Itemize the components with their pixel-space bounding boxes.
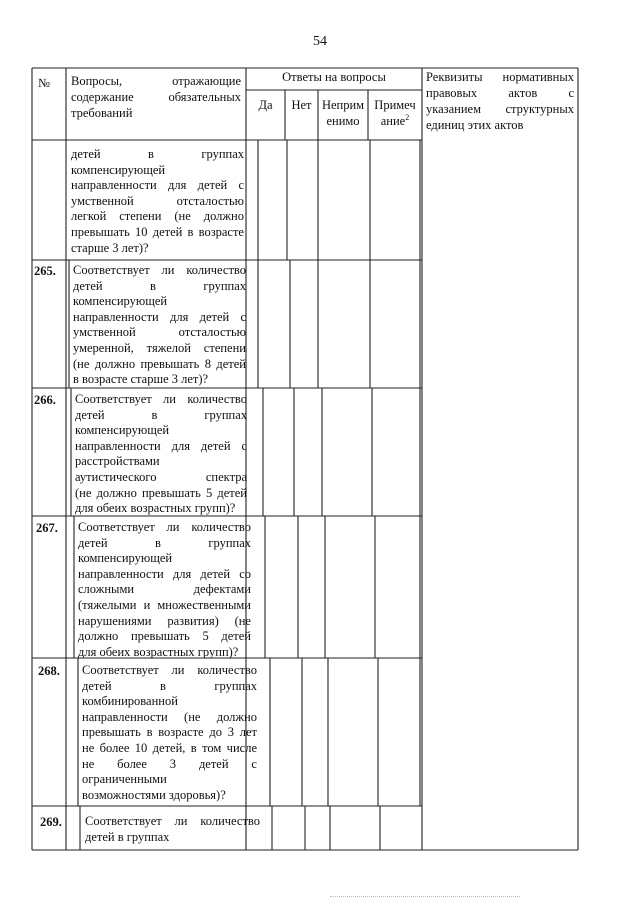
question-header-line: требований: [71, 106, 133, 120]
question-text-line: не более 10 детей, в том числе: [82, 741, 257, 755]
question-text-line: Соответствует ли количество: [78, 520, 251, 534]
question-text-line: превышать в возрасте до 3 лет: [82, 725, 257, 740]
question-text-line: (не должно превышать 5 детей: [75, 485, 247, 500]
question-text-line: компенсирующей: [73, 294, 168, 309]
question-text-line: Соответствует ли количество: [85, 814, 260, 828]
footnote-marker: 2: [405, 112, 410, 122]
question-text-line: в возрасте старше 3 лет)?: [73, 372, 209, 387]
question-text-line: направленности для детей с: [71, 178, 244, 193]
number-column-header: №: [38, 76, 50, 90]
question-text-line: комбинированной: [82, 694, 178, 709]
question-text-line: направленности (не должно: [82, 709, 257, 724]
question-text-line: для обеих возрастных групп)?: [75, 501, 236, 516]
question-text-line: нарушениями развития) (не: [78, 613, 251, 628]
question-text-line: Соответствует ли количество: [82, 663, 257, 677]
answer-note-header-line: Примеч: [374, 98, 416, 112]
question-text-line: (тяжелыми и множественными: [78, 598, 251, 612]
question-text-line: направленности для детей с: [75, 438, 247, 453]
requisites-header-line: правовых актов с: [426, 86, 574, 100]
question-text-line: компенсирующей: [78, 551, 173, 566]
question-text-line: не более 3 детей с: [82, 756, 257, 771]
question-text-line: возможностями здоровья)?: [82, 787, 226, 802]
row-number: 266.: [34, 393, 56, 407]
question-text-line: компенсирующей: [75, 423, 170, 438]
question-text-line: умственной отсталостью: [71, 193, 244, 208]
requisites-header-line: единиц этих актов: [426, 118, 524, 132]
question-text-line: умеренной, тяжелой степени: [73, 341, 246, 355]
question-text-line: Соответствует ли количество: [73, 263, 246, 277]
question-text-line: легкой степени (не должно: [71, 209, 244, 224]
answer-no-header: Нет: [291, 98, 312, 112]
question-text-line: детей в группах: [75, 407, 247, 422]
question-text-line: превышать 10 детей в возрасте: [71, 225, 244, 239]
question-text-line: ограниченными: [82, 772, 167, 787]
question-text-line: Соответствует ли количество: [75, 392, 247, 406]
answer-na-header-line: енимо: [326, 114, 360, 128]
row-number: 267.: [36, 521, 58, 535]
question-text-line: (не должно превышать 8 детей: [73, 356, 246, 371]
question-text-line: детей в группах: [73, 278, 246, 293]
question-text-line: сложными дефектами: [78, 582, 251, 597]
answer-na-header-line: Неприм: [321, 98, 365, 112]
page-number: 54: [313, 34, 327, 49]
question-text-line: старше 3 лет)?: [71, 240, 149, 255]
question-text-line: детей в группах: [78, 535, 251, 550]
question-text-line: расстройствами: [75, 454, 160, 469]
row-number: 268.: [38, 664, 60, 678]
requisites-header-line: Реквизиты нормативных: [426, 70, 574, 84]
question-text-line: умственной отсталостью: [73, 325, 246, 340]
question-text-line: аутистического спектра: [75, 470, 247, 484]
answer-note-text: ание: [380, 114, 406, 128]
answer-yes-header: Да: [258, 98, 273, 112]
scan-edge-mark: [330, 896, 520, 897]
question-header-line: содержание обязательных: [71, 90, 241, 104]
row-number: 265.: [34, 264, 56, 278]
question-text-line: для обеих возрастных групп)?: [78, 644, 239, 659]
requisites-header-line: указанием структурных: [426, 102, 574, 116]
question-text-line: детей в группах: [82, 678, 257, 693]
question-text-line: направленности для детей с: [73, 309, 246, 324]
question-text-line: детей в группах: [71, 147, 244, 161]
answer-note-header-line: [368, 114, 422, 130]
question-text-line: должно превышать 5 детей: [78, 629, 251, 644]
question-text-line: детей в группах: [85, 829, 170, 844]
row-number: 269.: [40, 815, 62, 829]
question-text-line: направленности для детей со: [78, 566, 251, 581]
question-text-line: компенсирующей: [71, 162, 166, 177]
answers-header: Ответы на вопросы: [282, 70, 386, 84]
question-header-line: Вопросы, отражающие: [71, 74, 241, 88]
